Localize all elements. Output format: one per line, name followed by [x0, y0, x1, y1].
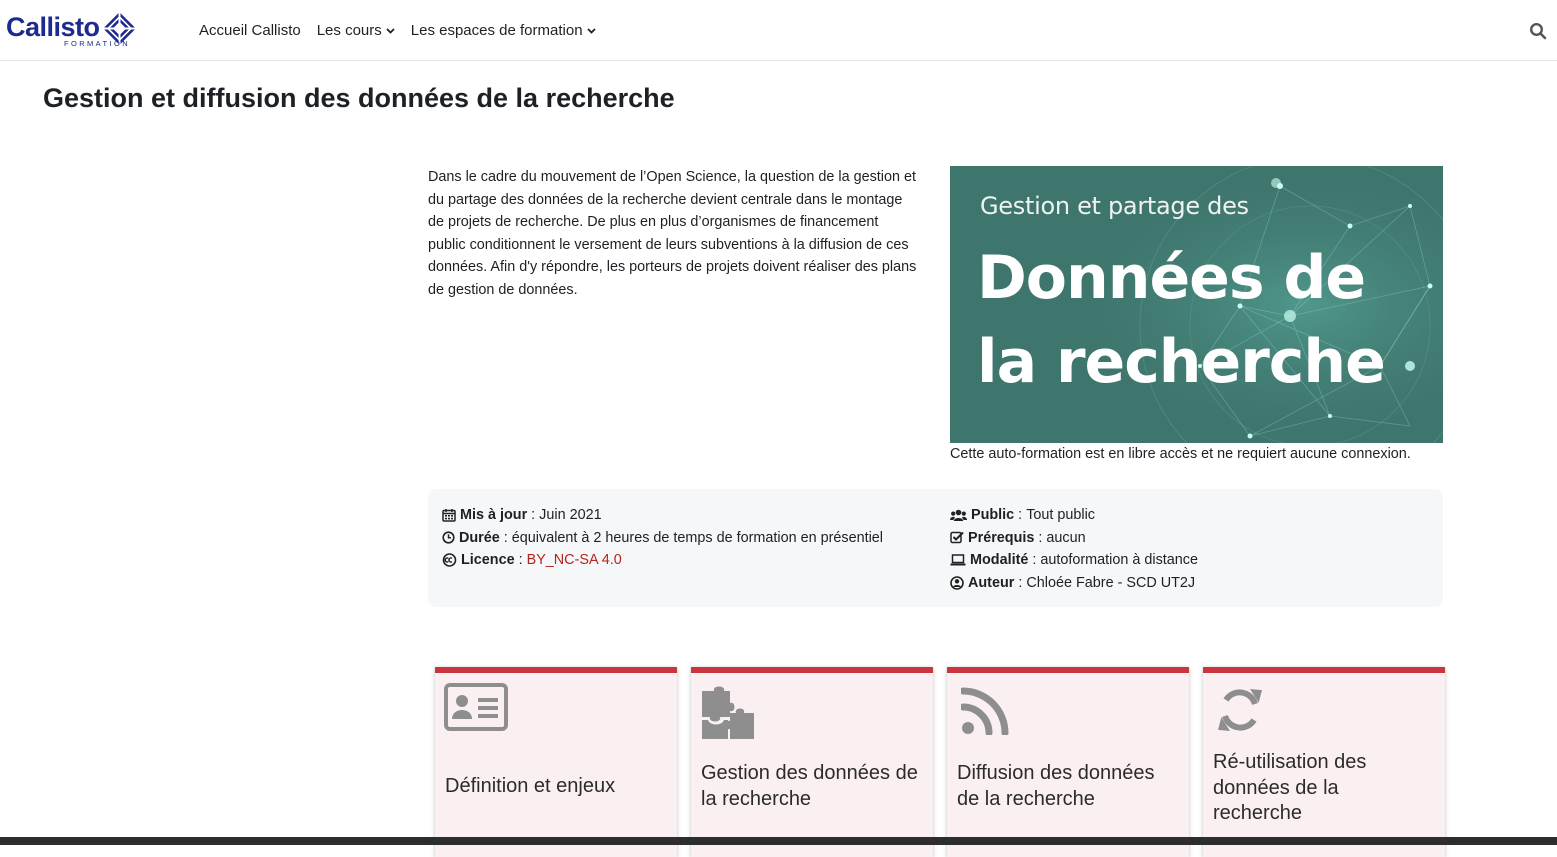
course-intro-text: Dans le cadre du mouvement de l’Open Science, la question de la gestion et du partage des données de la recherche devient centrale dans le montage de projets de recherche. De plus en plus d’organismes de financement public conditionnent le versement de leurs subventions à la diffusion de ces données. Afin d'y répondre, les porteurs de projets doivent réaliser des plans de gestion de données. — [428, 169, 917, 298]
laptop-icon — [950, 554, 966, 566]
meta-label: Mis à jour — [460, 507, 528, 523]
nav-item-accueil[interactable] — [199, 22, 301, 39]
meta-row-prerequisites — [950, 527, 1198, 550]
checkbox-icon — [950, 531, 964, 544]
license-link[interactable]: BY_NC-SA 4.0 — [526, 552, 622, 568]
search-icon[interactable] — [1529, 22, 1547, 40]
meta-separator: : — [514, 552, 527, 568]
meta-row-modality — [950, 549, 1198, 572]
meta-value: Tout public — [1026, 507, 1095, 523]
user-circle-icon — [950, 576, 964, 590]
meta-value: Chloée Fabre - SCD UT2J — [1026, 574, 1196, 591]
meta-separator: : — [499, 529, 512, 546]
course-meta-box — [428, 489, 1443, 607]
meta-row-public — [950, 504, 1198, 527]
meta-column-left — [442, 504, 883, 572]
page-title: Gestion et diffusion des données de la recherche — [43, 83, 675, 113]
chevron-down-icon — [587, 28, 596, 34]
refresh-icon — [1215, 685, 1265, 735]
id-card-icon — [444, 683, 508, 731]
brand-name: Callisto — [6, 12, 100, 42]
brand-subtitle: FORMATION — [64, 39, 131, 48]
meta-separator: : — [1014, 574, 1027, 591]
meta-separator: : — [527, 507, 540, 523]
section-card-definition[interactable] — [435, 667, 677, 857]
meta-label: Auteur — [968, 574, 1015, 591]
meta-row-license — [442, 549, 883, 572]
meta-separator: : — [1034, 529, 1047, 546]
meta-label: Durée — [459, 529, 500, 546]
banner-title — [977, 236, 1385, 404]
meta-row-author — [950, 572, 1198, 595]
meta-row-duration — [442, 527, 883, 550]
meta-label: Prérequis — [968, 529, 1035, 546]
nav-item-label: Les cours — [316, 22, 382, 39]
banner-title-line-1: Données de — [977, 243, 1366, 313]
brand-logo-link[interactable] — [6, 12, 136, 50]
meta-value: Juin 2021 — [539, 507, 602, 523]
main-nav — [199, 0, 612, 61]
section-card-title: Diffusion des données de la recherche — [957, 762, 1155, 810]
users-icon — [950, 509, 967, 522]
creative-commons-icon — [442, 553, 457, 567]
meta-value: autoformation à distance — [1040, 552, 1198, 568]
rss-icon — [961, 687, 1009, 735]
section-card-gestion[interactable] — [691, 667, 933, 857]
meta-column-right — [950, 504, 1198, 594]
meta-label: Licence — [461, 552, 515, 568]
section-card-diffusion[interactable] — [947, 667, 1189, 857]
nav-item-espaces-formation[interactable] — [411, 22, 596, 39]
banner-title-line-2: la recherche — [977, 327, 1385, 397]
nav-item-label: Accueil Callisto — [199, 22, 301, 39]
meta-separator: : — [1014, 507, 1027, 523]
section-card-title: Définition et enjeux — [445, 775, 616, 797]
banner-caption: Cette auto-formation est en libre accès et ne requiert aucune connexion. — [950, 446, 1411, 462]
meta-row-updated — [442, 504, 883, 527]
section-card-title: Gestion des données de la recherche — [701, 762, 918, 810]
meta-value: équivalent à 2 heures de temps de formation en présentiel — [511, 529, 883, 546]
meta-label: Modalité — [970, 552, 1029, 568]
section-card-reutilisation[interactable] — [1203, 667, 1445, 857]
chevron-down-icon — [386, 28, 395, 34]
top-navbar — [0, 0, 1557, 61]
meta-separator: : — [1028, 552, 1041, 568]
section-card-title: Ré-utilisation des données de la recherche — [1213, 751, 1367, 824]
nav-item-label: Les espaces de formation — [410, 22, 583, 39]
meta-label: Public — [971, 507, 1015, 523]
course-banner-image — [950, 166, 1443, 443]
nav-item-les-cours[interactable] — [317, 22, 395, 39]
footer-bar — [0, 837, 1557, 845]
meta-value: aucun — [1046, 529, 1086, 546]
clock-icon — [442, 531, 455, 544]
puzzle-icon — [700, 683, 758, 741]
calendar-icon — [442, 508, 456, 522]
banner-subtitle: Gestion et partage des — [980, 192, 1249, 220]
